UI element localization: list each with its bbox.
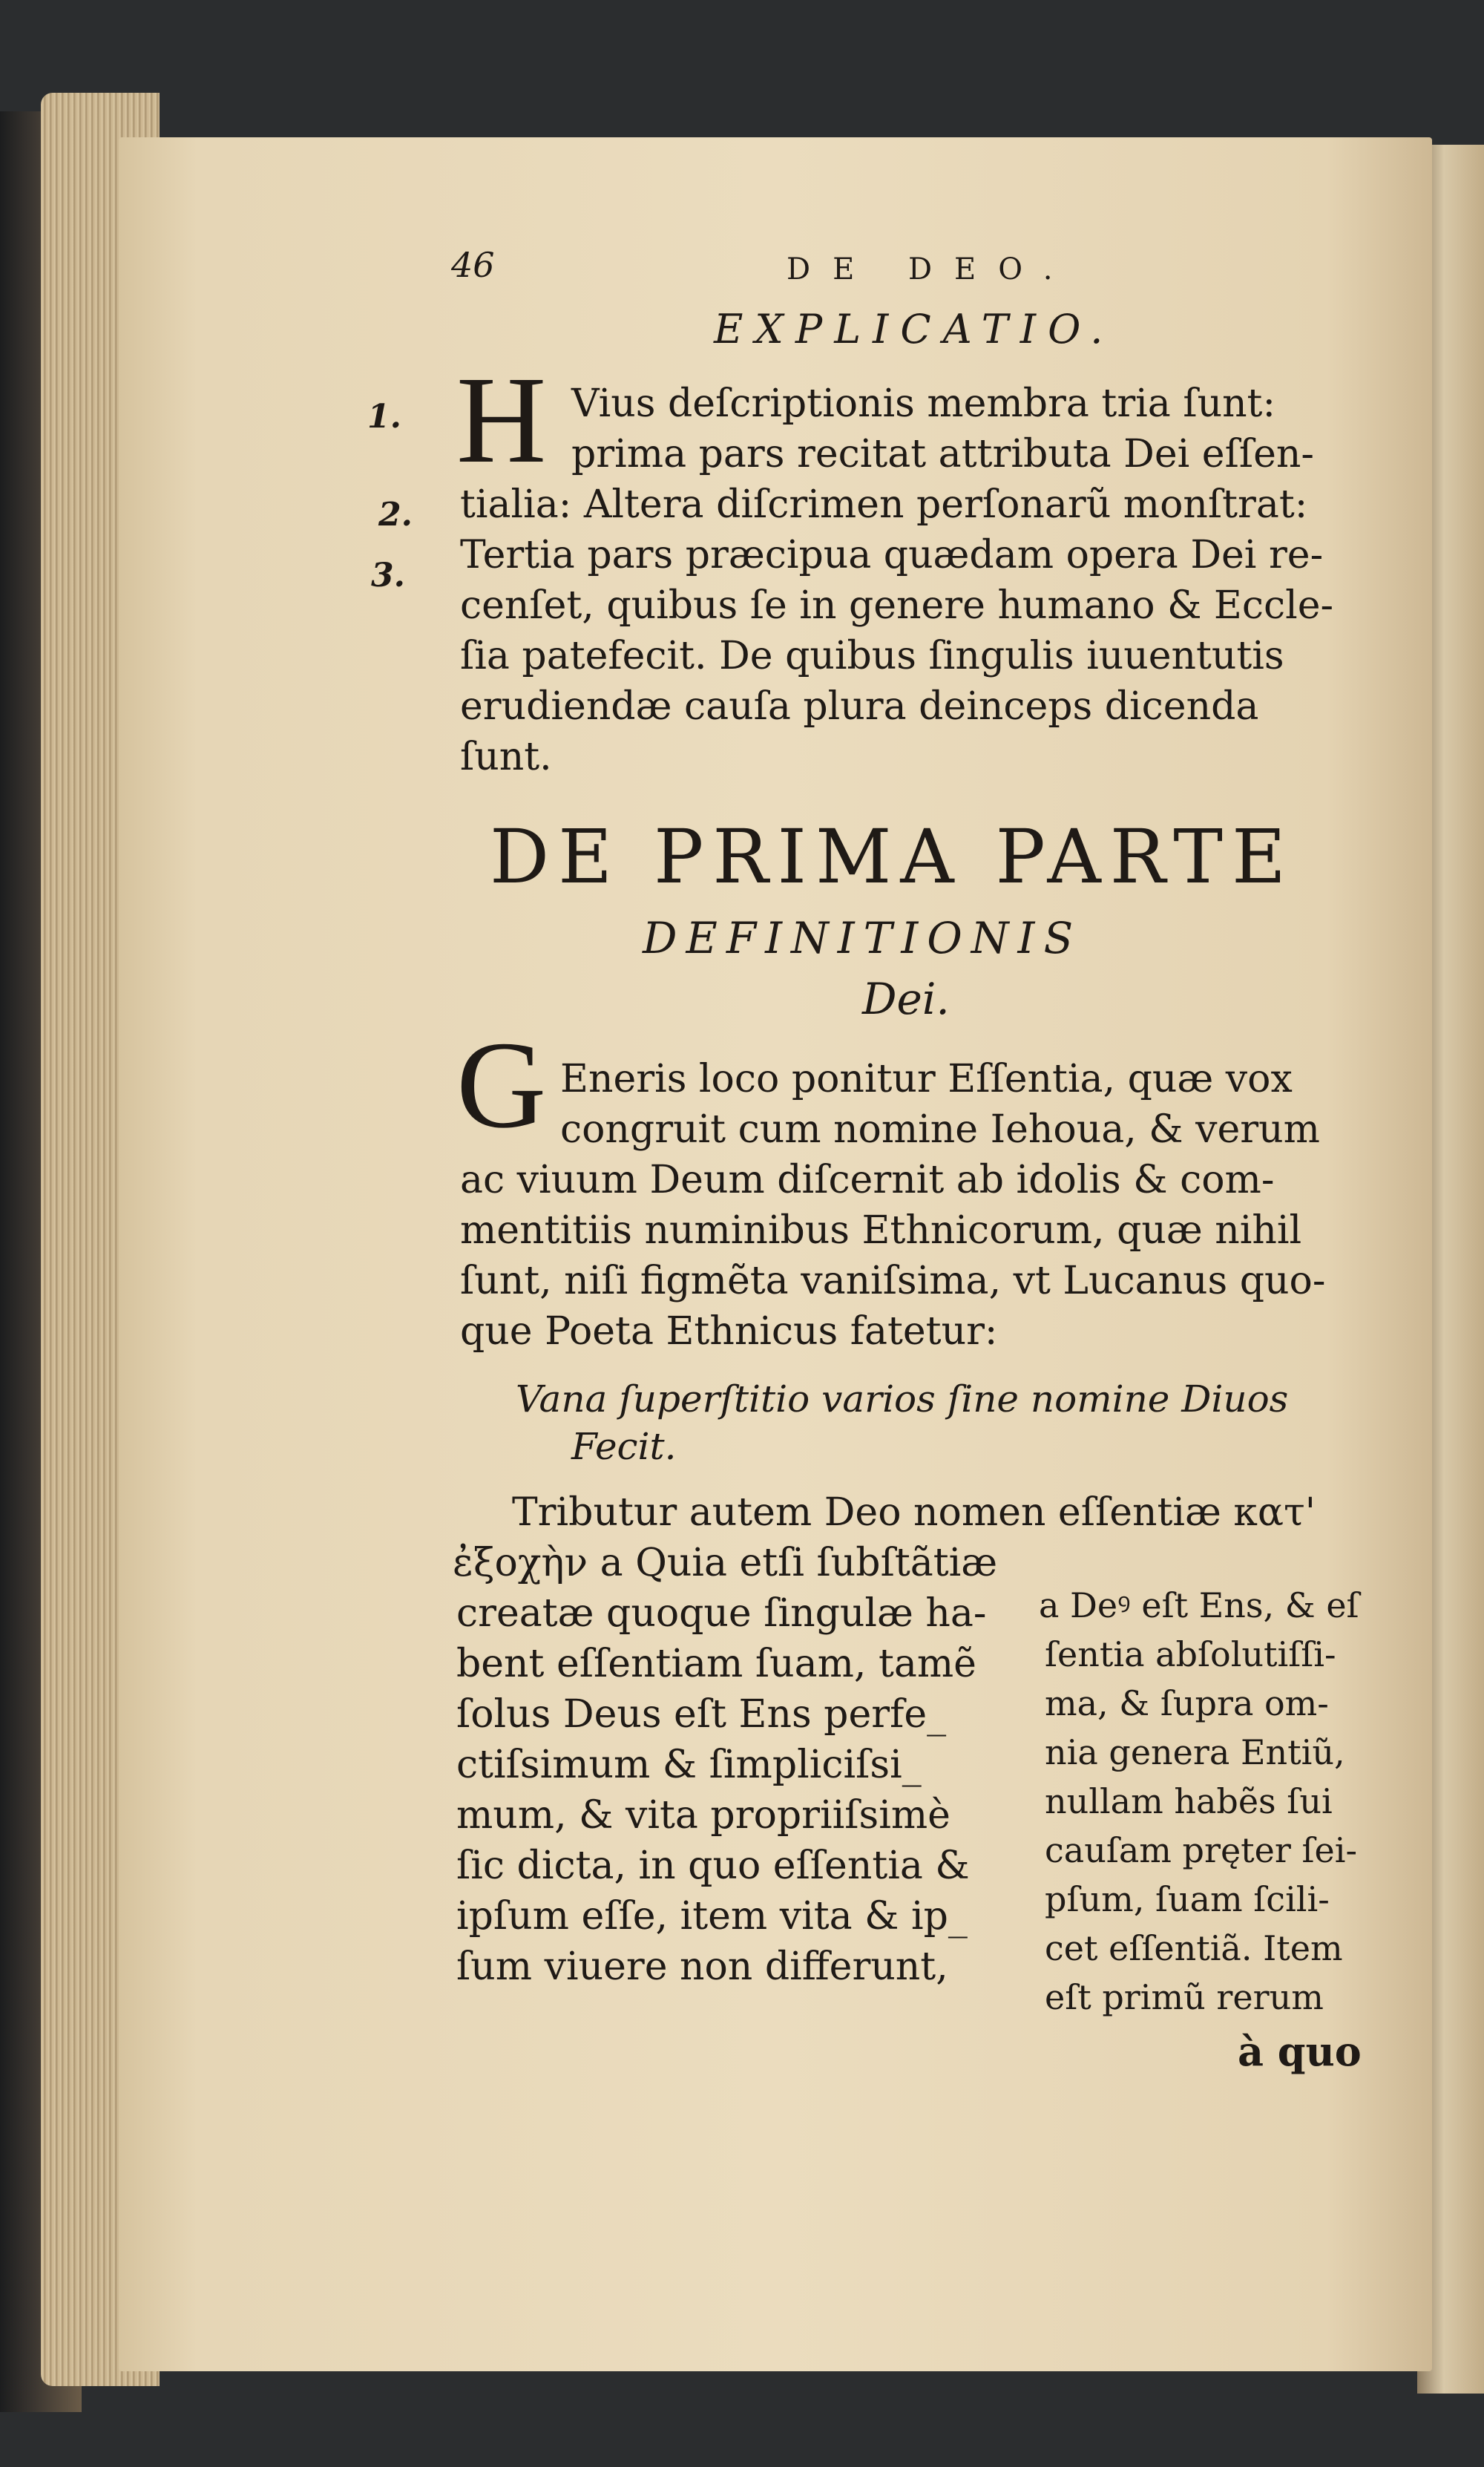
margin-number-2: 2. — [378, 496, 413, 534]
body-left-line-7: ipſum eſſe, item vita & ip_ — [456, 1894, 968, 1939]
sidenote-line-4: nia genera Entiũ, — [1045, 1732, 1345, 1772]
verse-line-2: Fecit. — [571, 1425, 677, 1468]
drop-cap-g: G — [456, 1016, 547, 1154]
sidenote-line-8: cet eſſentiã. Item — [1045, 1928, 1343, 1968]
genus-line-5: ſunt, niſi figmẽta vaniſsima, vt Lucanus quo- — [460, 1259, 1326, 1303]
explicatio-line-2: prima pars recitat attributa Dei eſſen- — [571, 432, 1314, 476]
genus-line-3: ac viuum Deum diſcernit ab idolis & com- — [460, 1158, 1275, 1202]
tribuitur-line-2: ἐξοχὴν a Quia etſi ſubſtãtiæ — [453, 1541, 998, 1585]
explicatio-line-3: tialia: Altera diſcrimen perſonarũ monſtrat: — [460, 482, 1308, 527]
sidenote-line-9: eſt primũ rerum — [1045, 1977, 1324, 2017]
running-head: DE DEO. — [787, 252, 1075, 286]
body-left-line-2: bent eſſentiam ſuam, tamẽ — [456, 1642, 976, 1686]
body-left-line-4: ctiſsimum & ſimpliciſsi_ — [456, 1743, 922, 1787]
section-label: EXPLICATIO. — [714, 306, 1115, 353]
body-left-line-1: creatæ quoque ſingulæ ha- — [456, 1591, 987, 1636]
explicatio-line-1: Vius deſcriptionis membra tria ſunt: — [571, 381, 1275, 426]
drop-cap-h: H — [456, 351, 547, 489]
genus-line-6: que Poeta Ethnicus fatetur: — [460, 1309, 998, 1354]
body-left-line-3: ſolus Deus eſt Ens perfe_ — [456, 1692, 947, 1737]
genus-line-1: Eneris loco ponitur Eſſentia, quæ vox — [560, 1057, 1293, 1101]
section-heading: DE PRIMA PARTE — [490, 813, 1295, 900]
body-left-line-8: ſum viuere non differunt, — [456, 1945, 948, 1989]
margin-number-1: 1. — [367, 398, 401, 436]
body-left-line-5: mum, & vita propriiſsimè — [456, 1793, 951, 1838]
sidenote-line-6: cauſam pręter ſei- — [1045, 1830, 1357, 1870]
body-left-line-6: ſic dicta, in quo eſſentia & — [456, 1844, 970, 1888]
genus-line-2: congruit cum nomine Iehoua, & verum — [560, 1107, 1320, 1152]
sidenote-line-7: pſum, ſuam ſcili- — [1045, 1879, 1330, 1919]
explicatio-line-8: ſunt. — [460, 735, 552, 779]
margin-number-3: 3. — [371, 557, 405, 594]
sidenote-line-5: nullam habẽs ſui — [1045, 1781, 1333, 1821]
verse-line-1: Vana ſuperſtitio varios ſine nomine Diuos — [516, 1377, 1289, 1421]
section-subheading-dei: Dei. — [862, 974, 950, 1024]
genus-line-4: mentitiis numinibus Ethnicorum, quæ nihil — [460, 1208, 1302, 1253]
sidenote-line-3: ma, & ſupra om- — [1045, 1683, 1329, 1723]
catchword: à quo — [1238, 2028, 1362, 2075]
folio-number: 46 — [451, 245, 495, 285]
explicatio-line-6: ſia patefecit. De quibus ſingulis iuuentutis — [460, 634, 1284, 678]
tribuitur-line-1: Tributur autem Deo nomen eſſentiæ κατ' — [512, 1490, 1316, 1535]
explicatio-line-5: cenſet, quibus ſe in genere humano & Eccle- — [460, 583, 1334, 628]
explicatio-line-7: erudiendæ cauſa plura deinceps dicenda — [460, 684, 1259, 729]
sidenote-line-1: a Deꝰ eſt Ens, & eſ — [1039, 1585, 1359, 1625]
section-subheading: DEFINITIONIS — [643, 913, 1083, 963]
explicatio-line-4: Tertia pars præcipua quædam opera Dei re- — [460, 533, 1324, 577]
sidenote-line-2: ſentia abſolutiſſi- — [1045, 1634, 1336, 1674]
